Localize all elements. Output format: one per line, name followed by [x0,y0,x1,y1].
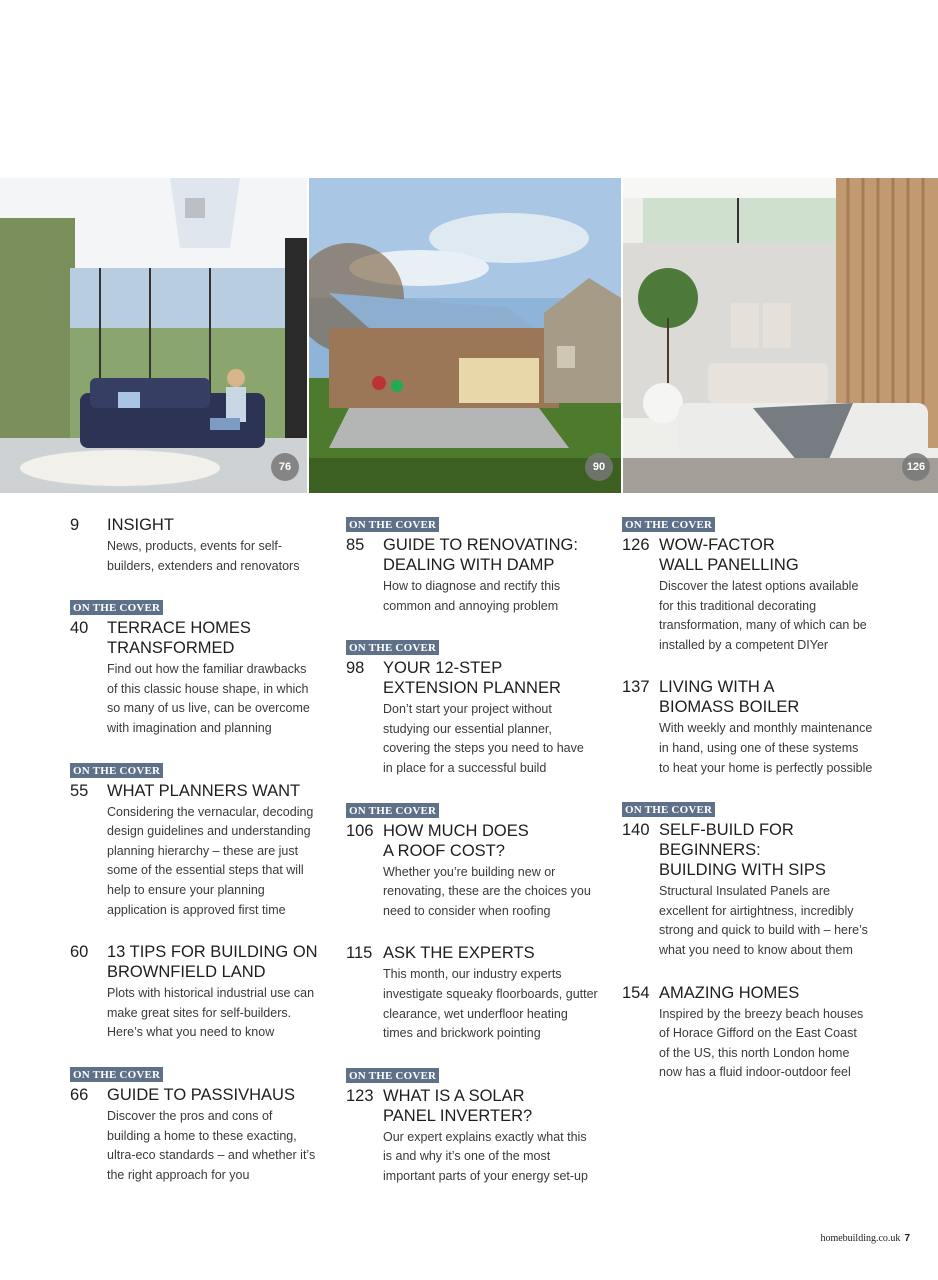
entry-title: GUIDE TO RENOVATING: DEALING WITH DAMP [383,536,578,574]
on-the-cover-badge: ON THE COVER [346,1068,439,1083]
entry-description: Don’t start your project without studying our essential planner, covering the steps you need to have in place for a successful build [383,702,584,775]
entry-page-number: 123 [346,1086,374,1105]
entry-title: ASK THE EXPERTS [383,944,535,963]
footer-page-number: 7 [904,1233,910,1244]
entry-description: Considering the vernacular, decoding design guidelines and understanding planning hierarchy – these are just some of the essential steps that will help to ensure your planning application is approved first time [107,804,314,917]
on-the-cover-badge: ON THE COVER [346,803,439,818]
entry-description: Discover the latest options available for this traditional decorating transformation, many of which can be installed by a competent DIYer [659,579,867,652]
contents-column-1 [70,515,330,1207]
entry-page-number: 106 [346,821,374,840]
entry-description: Plots with historical industrial use can make great sites for self-builders. Here’s what you need to know [107,986,315,1040]
entry-title: 13 TIPS FOR BUILDING ON BROWNFIELD LAND [107,943,318,982]
contents-entry[interactable] [622,983,892,1083]
page-number-badge: 76 [271,453,299,481]
entry-description: Our expert explains exactly what this is and why it’s one of the most important parts of your energy set-up [383,1129,588,1183]
contents-entry[interactable] [346,515,608,616]
entry-page-number: 115 [346,944,373,963]
contents-entry[interactable] [70,598,330,738]
contents-entry[interactable] [346,801,608,922]
photo-wall-panelling-bedroom [623,178,938,493]
entry-description: Whether you’re building new or renovating, these are the choices you need to consider when roofing [383,864,591,918]
on-the-cover-badge: ON THE COVER [70,763,163,778]
entry-title: WHAT IS A SOLAR PANEL INVERTER? [383,1086,533,1125]
on-the-cover-badge: ON THE COVER [70,1067,163,1082]
contents-entry[interactable] [622,515,892,655]
entry-description: Find out how the familiar drawbacks of this classic house shape, in which so many of us live, can be overcome with imagination and planning [107,662,310,735]
entry-title: SELF-BUILD FOR BEGINNERS: BUILDING WITH SIPS [659,821,826,880]
page-footer [820,1233,910,1244]
contents-entry[interactable] [346,1066,608,1187]
contents-entry[interactable] [622,677,892,778]
entry-description: Discover the pros and cons of building a home to these exacting, ultra-eco standards – and whether it’s the right approach for you [107,1108,316,1182]
on-the-cover-badge: ON THE COVER [346,517,439,532]
entry-page-number: 140 [622,821,650,840]
entry-title: WHAT PLANNERS WANT [107,781,301,800]
entry-description: News, products, events for self- builders, extenders and renovators [107,539,300,573]
entry-page-number: 126 [622,536,650,554]
entry-page-number: 85 [346,536,365,554]
on-the-cover-badge: ON THE COVER [622,802,715,817]
footer-site[interactable]: homebuilding.co.uk [820,1233,901,1244]
page-number-badge: 90 [585,453,613,481]
entry-page-number: 98 [346,659,365,678]
entry-page-number: 40 [70,619,89,638]
photo-timber-extension [309,178,621,493]
photo-living-room [0,178,307,493]
contents-column-3 [622,515,892,1105]
entry-title: WOW-FACTOR WALL PANELLING [659,536,799,574]
entry-title: INSIGHT [107,516,174,534]
entry-title: YOUR 12-STEP EXTENSION PLANNER [383,659,561,698]
entry-title: AMAZING HOMES [659,983,800,1002]
on-the-cover-badge: ON THE COVER [346,640,439,655]
contents-entry[interactable] [346,638,608,778]
contents-entry[interactable] [622,800,892,960]
entry-page-number: 66 [70,1085,89,1104]
entry-page-number: 9 [70,516,80,534]
photo-strip [0,178,938,493]
entry-description: This month, our industry experts investigate squeaky floorboards, gutter clearance, wet underfloor heating times and brickwork pointing [383,967,598,1041]
entry-page-number: 60 [70,943,89,962]
contents-column-2 [346,515,608,1209]
entry-title: HOW MUCH DOES A ROOF COST? [383,821,529,860]
entry-description: Structural Insulated Panels are excellent for airtightness, incredibly strong and quick to build with – here’s what you need to know about them [659,884,868,957]
contents-entry[interactable] [70,1065,330,1185]
entry-title: LIVING WITH A BIOMASS BOILER [659,678,800,717]
contents-entry[interactable] [70,942,330,1043]
entry-page-number: 137 [622,678,650,697]
entry-description: With weekly and monthly maintenance in hand, using one of these systems to heat your home is perfectly possible [659,721,873,775]
entry-description: How to diagnose and rectify this common and annoying problem [383,579,561,613]
contents-entry[interactable] [70,761,330,921]
on-the-cover-badge: ON THE COVER [70,600,163,615]
contents-entry[interactable] [346,943,608,1043]
entry-page-number: 154 [622,983,650,1002]
entry-description: Inspired by the breezy beach houses of Horace Gifford on the East Coast of the US, this north London home now has a fluid indoor-outdoor feel [659,1006,864,1080]
entry-title: TERRACE HOMES TRANSFORMED [107,619,251,658]
entry-page-number: 55 [70,781,89,800]
entry-title: GUIDE TO PASSIVHAUS [107,1085,295,1104]
page-number-badge: 126 [902,453,930,481]
on-the-cover-badge: ON THE COVER [622,517,715,532]
contents-entry[interactable] [70,515,330,576]
